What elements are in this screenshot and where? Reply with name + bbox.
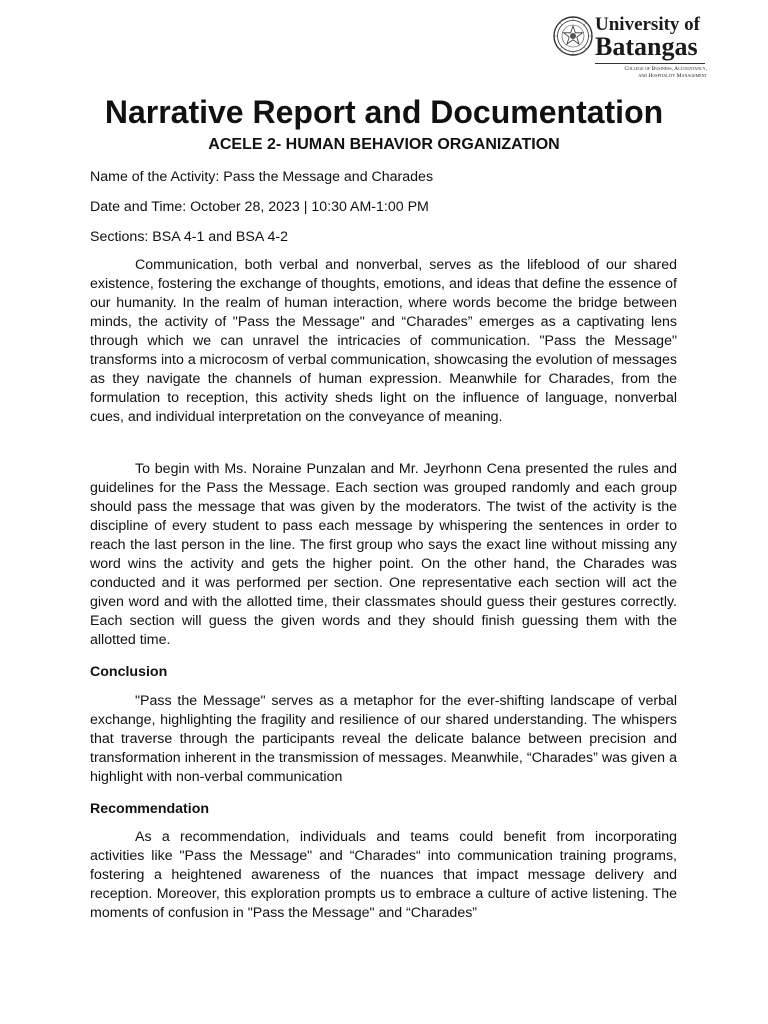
date-time: Date and Time: October 28, 2023 | 10:30 AM-1:00 PM bbox=[90, 199, 429, 215]
college-name bbox=[595, 66, 707, 79]
college-name-line1: College of Business, Accountancy, bbox=[624, 66, 707, 72]
conclusion-paragraph: "Pass the Message" serves as a metaphor for the ever-shifting landscape of verbal exchange, highlighting the fragility and resilience of our shared understanding. The whispers that traverse through the participants reveal the delicate balance between precision and transformation inherent in the transmission of messages. Meanwhile, “Charades” was given a highlight with non-verbal communication bbox=[90, 693, 677, 785]
paragraph-introduction: Communication, both verbal and nonverbal, serves as the lifeblood of our shared existence, fostering the exchange of thoughts, emotions, and ideas that define the essence of our humanity. In the realm of human interaction, where words become the bridge between minds, the activity of "Pass the Message" and “Charades” emerges as a captivating lens through which we can unravel the intricacies of communication. "Pass the Message" transforms into a microcosm of verbal communication, showcasing the evolution of messages as they navigate the channels of human expression. Meanwhile for Charades, from the formulation to reception, this activity sheds light on the influence of language, nonverbal cues, and individual interpretation on the conveyance of meaning. bbox=[90, 257, 677, 425]
university-logo bbox=[553, 14, 713, 80]
logo-divider bbox=[595, 63, 705, 64]
sections: Sections: BSA 4-1 and BSA 4-2 bbox=[90, 229, 288, 245]
recommendation-paragraph: As a recommendation, individuals and teams could benefit from incorporating activities like "Pass the Message" and “Charades“ into communication training programs, fostering a heightened awareness of the nuances that impact message delivery and reception. Moreover, this exploration prompts us to embrace a culture of active listening. The moments of confusion in "Pass the Message" and “Charades” bbox=[90, 829, 677, 921]
university-seal-icon bbox=[553, 16, 593, 56]
document-subtitle: ACELE 2- HUMAN BEHAVIOR ORGANIZATION bbox=[208, 136, 560, 153]
activity-name: Name of the Activity: Pass the Message and Charades bbox=[90, 169, 434, 185]
conclusion-heading: Conclusion bbox=[90, 664, 168, 680]
college-name-line2: and Hospitality Management bbox=[638, 72, 707, 79]
university-name-line1: University of bbox=[595, 14, 701, 35]
university-name-line2: Batangas bbox=[595, 32, 698, 61]
document-title: Narrative Report and Documentation bbox=[104, 94, 664, 130]
recommendation-heading: Recommendation bbox=[90, 801, 210, 817]
paragraph-activity-description: To begin with Ms. Noraine Punzalan and Mr. Jeyrhonn Cena presented the rules and guidelines for the Pass the Message. Each section was grouped randomly and each group should pass the message that was given by the moderators. The twist of the activity is the discipline of every student to pass each message by whispering the sentences in order to reach the last person in the line. The first group who says the exact line without missing any word wins the activity and gets the higher point. On the other hand, the Charades was conducted and it was performed per section. One representative each section will act the given word and with the allotted time, their classmates should guess their gestures correctly. Each section will guess the given words and they should finish guessing them with the allotted time. bbox=[90, 461, 677, 648]
